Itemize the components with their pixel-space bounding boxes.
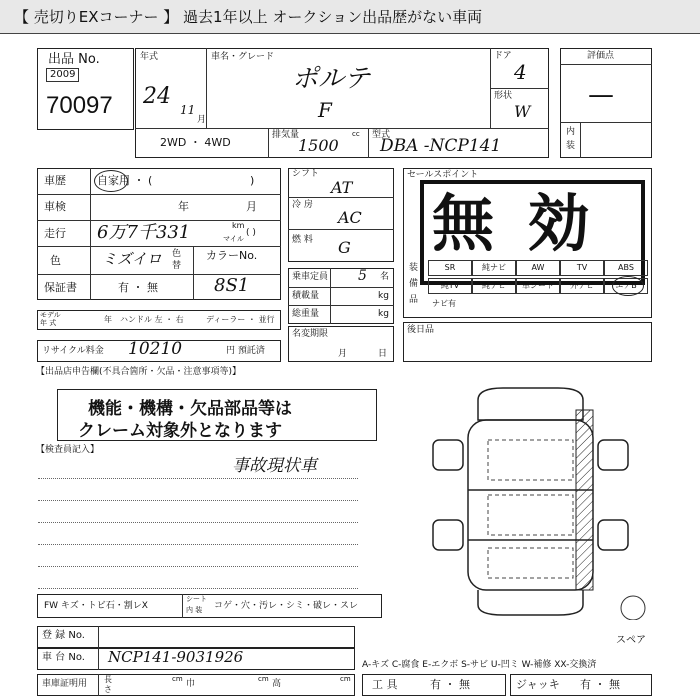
weight-unit: kg <box>378 309 389 319</box>
warranty-value: 有 ・ 無 <box>118 281 158 294</box>
cert-label: 車庫証明用 <box>42 679 88 689</box>
cert-width: 巾 <box>186 679 196 689</box>
lot-number: 70097 <box>46 92 113 119</box>
equip-label-3: 品 <box>409 295 419 305</box>
tools-label: 工 具 <box>372 678 398 691</box>
notes-label: 【出品店申告欄(不具合箇所・欠品・注意事項等)】 <box>36 367 242 377</box>
disclaimer-line-2: クレーム対象外となります <box>78 421 282 441</box>
recycle-label: リサイクル料金 <box>42 346 104 356</box>
shape-label: 形状 <box>494 91 513 101</box>
spare-label: スペア <box>616 635 646 646</box>
inspector-note: 事故現状車 <box>232 456 317 476</box>
recycle-unit: 円 預託済 <box>226 346 265 356</box>
month-unit: 月 <box>197 115 207 125</box>
invalid-stamp: 無 効 <box>432 187 596 260</box>
shift-value: AT <box>331 178 353 197</box>
capacity-value: 5 <box>358 268 367 284</box>
type-label: 型式 <box>372 130 391 140</box>
cert-cm-2: cm <box>258 675 269 683</box>
reg-label: 登 録 No. <box>42 630 85 641</box>
inspector-label: 【検査員記入】 <box>36 445 100 455</box>
drive-type: 2WD ・ 4WD <box>160 136 231 149</box>
doors-label: ドア <box>494 51 512 61</box>
airbag-circle <box>612 276 644 296</box>
jack-label: ジャッキ <box>516 678 560 691</box>
color-change-1: 色 <box>172 249 182 259</box>
history-circle <box>94 170 128 192</box>
reg-change-day: 日 <box>378 349 388 359</box>
chassis-label: 車 台 No. <box>42 652 85 663</box>
fw-items: FW キズ・トビ石・割レX <box>44 601 148 611</box>
shift-label: シフト <box>292 169 320 179</box>
equip-sr: SR <box>428 260 472 276</box>
equip-label-2: 備 <box>409 279 419 289</box>
equip-pure-tv: 純TV <box>428 278 472 294</box>
reg-change-label: 名変期限 <box>292 329 329 339</box>
color-no-label: カラーNo. <box>206 249 258 262</box>
inspection-year: 年 <box>178 200 189 213</box>
equip-pure-navi: 純ナビ <box>472 278 516 294</box>
color-no-value: 8S1 <box>214 275 250 296</box>
equip-airbag: エアB <box>604 278 648 294</box>
disp-value: 1500 <box>298 136 339 155</box>
ac-value: AC <box>338 208 362 227</box>
color-label: 色 <box>50 254 61 267</box>
history-close: ) <box>250 174 255 187</box>
load-label: 積載量 <box>292 291 320 301</box>
color-change-2: 替 <box>172 261 182 271</box>
disp-label: 排気量 <box>272 130 300 140</box>
interior-label-2: 装 <box>566 141 576 151</box>
cert-len-1: 長 <box>104 675 112 684</box>
damage-legend: A-キズ C-腐食 E-エクボ S-サビ U-凹ミ W-補修 XX-交換済 <box>362 660 597 670</box>
inspection-label: 車検 <box>44 200 66 213</box>
reg-change-month: 月 <box>338 349 348 359</box>
banner-title: 【 売切りEXコーナー 】 過去1年以上 オークション出品歴がない車両 <box>0 0 700 34</box>
cert-len-2: さ <box>104 685 112 694</box>
mile-unit: マイル <box>223 235 244 243</box>
color-value: ミズイロ <box>102 250 162 268</box>
year-value: 24 <box>143 84 171 109</box>
inspection-month: 月 <box>246 200 257 213</box>
recycle-value: 10210 <box>128 339 183 359</box>
grade-value: F <box>318 98 332 122</box>
model-year-unit: 年 <box>104 315 112 324</box>
grade-value: — <box>588 80 614 110</box>
equip-leather: 革シート <box>516 278 560 294</box>
mileage-paren: ( ) <box>246 228 256 238</box>
disp-unit: cc <box>352 130 360 138</box>
capacity-label: 乗車定員 <box>292 272 329 282</box>
grade-label: 評価点 <box>587 51 615 61</box>
equip-label-1: 装 <box>409 263 419 273</box>
mileage-label: 走行 <box>44 227 66 240</box>
doors-value: 4 <box>514 60 527 84</box>
chassis-value: NCP141-9031926 <box>108 648 244 666</box>
interior-label-1: 内 <box>566 127 576 137</box>
seat-label-2: 内 装 <box>186 606 203 614</box>
year-label: 年式 <box>140 52 159 62</box>
ac-label: 冷 房 <box>292 200 313 210</box>
fuel-value: G <box>338 238 351 257</box>
cert-cm-1: cm <box>172 675 183 683</box>
model-label-2: 年 式 <box>40 319 57 327</box>
equip-abs: ABS <box>604 260 648 276</box>
handle-options: ハンドル 左 ・ 右 <box>120 315 184 324</box>
cert-height: 高 <box>272 679 282 689</box>
lot-sub: 2009 <box>46 68 79 82</box>
weight-label: 総重量 <box>292 309 320 319</box>
name-label: 車名・グレード <box>211 52 275 62</box>
mileage-value: 6万7千331 <box>97 222 191 243</box>
equip-ext-navi: 外ナビ <box>560 278 604 294</box>
dealer-options: ディーラー ・ 並行 <box>206 315 275 324</box>
load-unit: kg <box>378 291 389 301</box>
capacity-unit: 名 <box>380 272 390 282</box>
tools-value: 有 ・ 無 <box>430 678 470 691</box>
fuel-label: 燃 料 <box>292 235 313 245</box>
month-value: 11 <box>180 103 196 117</box>
equip-navi: 純ナビ <box>472 260 516 276</box>
history-label: 車歴 <box>44 174 66 187</box>
cert-cm-3: cm <box>340 675 351 683</box>
shape-value: W <box>514 102 531 121</box>
seat-items: コゲ・穴・汚レ・シミ・破レ・スレ <box>214 601 359 611</box>
warranty-label: 保証書 <box>44 281 77 294</box>
car-diagram <box>408 380 658 620</box>
history-value: 自家用 ・ ( <box>97 174 153 187</box>
equip-navi-yes: ナビ有 <box>432 299 456 308</box>
model-label-1: モデル <box>40 311 61 319</box>
sales-label: セールスポイント <box>407 170 479 180</box>
type-value: DBA -NCP141 <box>380 136 502 156</box>
equip-aw: AW <box>516 260 560 276</box>
equip-tv: TV <box>560 260 604 276</box>
after-date-box <box>403 322 652 362</box>
lot-label: 出品 No. <box>48 52 100 67</box>
jack-value: 有 ・ 無 <box>580 678 620 691</box>
km-unit: km <box>232 221 245 230</box>
after-date-label: 後日品 <box>407 325 435 335</box>
name-value: ポルテ <box>292 64 371 94</box>
disclaimer-line-1: 機能・機構・欠品部品等は <box>88 399 292 419</box>
seat-label-1: シート <box>186 595 207 603</box>
